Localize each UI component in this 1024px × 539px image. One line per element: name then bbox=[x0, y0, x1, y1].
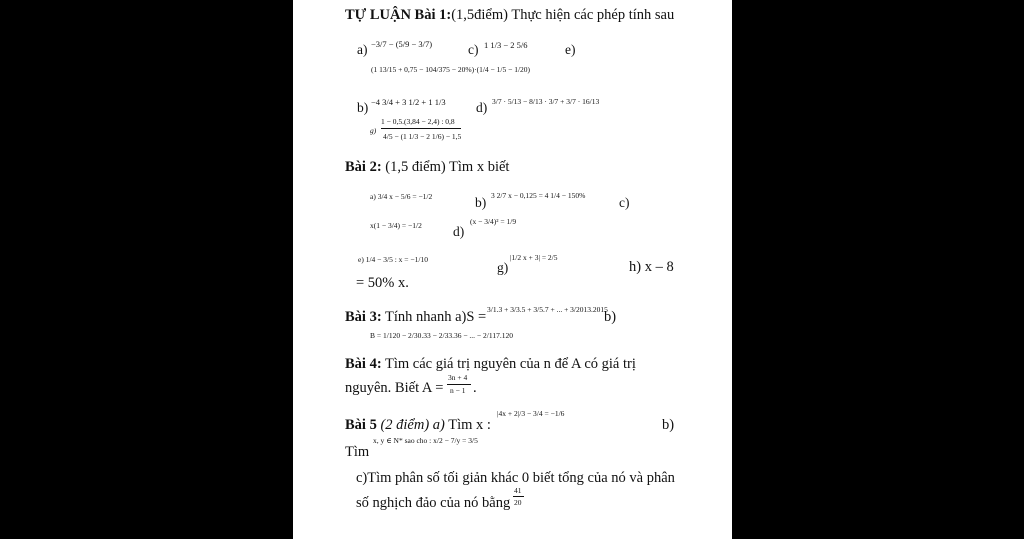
bai1-c-label: c) bbox=[468, 42, 479, 57]
bai5-c-numerator: 41 bbox=[514, 486, 522, 495]
bai4-a-numerator: 3n + 4 bbox=[448, 373, 468, 382]
document-page bbox=[293, 0, 732, 539]
bai1-b-label: b) bbox=[357, 100, 369, 115]
bai3-b-expression: B = 1/120 − 2/30.33 − 2/33.36 − ... − 2/117.120 bbox=[370, 331, 513, 340]
fraction-bar bbox=[381, 128, 461, 129]
bai4-a-denominator: n − 1 bbox=[450, 386, 466, 395]
bai1-g-numerator: 1 − 0,5.(3,84 − 2,4) : 0,8 bbox=[381, 117, 455, 126]
bai5-b-expression: x, y ∈ N* sao cho : x/2 − 7/y = 3/5 bbox=[373, 436, 478, 445]
bai2-c-expression: x(1 − 3/4) = −1/2 bbox=[370, 221, 422, 230]
bai2-b-label: b) bbox=[475, 195, 487, 210]
bai1-g-denominator: 4/5 − (1 1/3 − 2 1/6) − 1,5 bbox=[383, 132, 462, 141]
bai5-tim-label: Tìm bbox=[345, 444, 370, 460]
bai3-b-label: b) bbox=[604, 309, 617, 325]
bai2-e-expression: e) 1/4 − 3/5 : x = −1/10 bbox=[358, 255, 428, 264]
bai2-d-expression: (x − 3/4)² = 1/9 bbox=[470, 217, 517, 226]
bai1-a-label: a) bbox=[357, 42, 368, 57]
bai3-heading: Bài 3: Tính nhanh a)S = bbox=[345, 309, 487, 325]
bai2-d-label: d) bbox=[453, 224, 465, 239]
bai1-e-label: e) bbox=[565, 42, 576, 57]
bai4-line2: nguyên. Biết A = bbox=[345, 380, 444, 396]
bai1-heading: TỰ LUẬN Bài 1:(1,5điểm) Thực hiện các phép tính sau bbox=[345, 7, 675, 23]
bai2-h-label: h) x – 8 bbox=[629, 259, 674, 275]
bai1-g-label: g) bbox=[370, 126, 377, 135]
bai5-c-denominator: 20 bbox=[514, 498, 522, 507]
fraction-bar bbox=[513, 496, 524, 497]
bai4-period: . bbox=[473, 380, 477, 396]
bai2-b-expression: 3 2/7 x − 0,125 = 4 1/4 − 150% bbox=[491, 191, 586, 200]
bai5-b-label: b) bbox=[662, 417, 675, 433]
bai4-line1: Bài 4: Tìm các giá trị nguyên của n để A có giá trị bbox=[345, 356, 636, 372]
bai1-c-expression: 1 1/3 − 2 5/6 bbox=[484, 40, 528, 50]
bai2-h-continuation: = 50% x. bbox=[356, 275, 409, 291]
bai3-s-expression: 3/1.3 + 3/3.5 + 3/5.7 + ... + 3/2013.2015 bbox=[487, 305, 608, 314]
bai2-g-expression: |1/2 x + 3| = 2/5 bbox=[510, 253, 558, 262]
bai5-heading: Bài 5 (2 điểm) a) Tìm x : bbox=[345, 417, 491, 433]
bai2-c-label: c) bbox=[619, 195, 630, 210]
bai5-c-line1: c)Tìm phân số tối giản khác 0 biết tổng của nó và phân bbox=[356, 470, 675, 486]
bai1-e-expression: (1 13/15 + 0,75 − 104/375 − 20%)·(1/4 − 1/5 − 1/20) bbox=[371, 65, 531, 74]
bai2-g-label: g) bbox=[497, 260, 509, 275]
bai2-a-expression: a) 3/4 x − 5/6 = −1/2 bbox=[370, 192, 433, 201]
bai1-d-label: d) bbox=[476, 100, 488, 115]
bai1-b-expression: −4 3/4 + 3 1/2 + 1 1/3 bbox=[371, 97, 446, 107]
bai5-a-expression: |4x + 2|/3 − 3/4 = −1/6 bbox=[497, 409, 565, 418]
bai1-d-expression: 3/7 · 5/13 − 8/13 · 3/7 + 3/7 · 16/13 bbox=[492, 97, 600, 106]
bai5-c-line2: số nghịch đảo của nó bằng bbox=[356, 495, 511, 511]
fraction-bar bbox=[447, 384, 471, 385]
bai1-a-expression: −3/7 − (5/9 − 3/7) bbox=[371, 39, 433, 49]
bai2-heading: Bài 2: (1,5 điểm) Tìm x biết bbox=[345, 159, 510, 175]
